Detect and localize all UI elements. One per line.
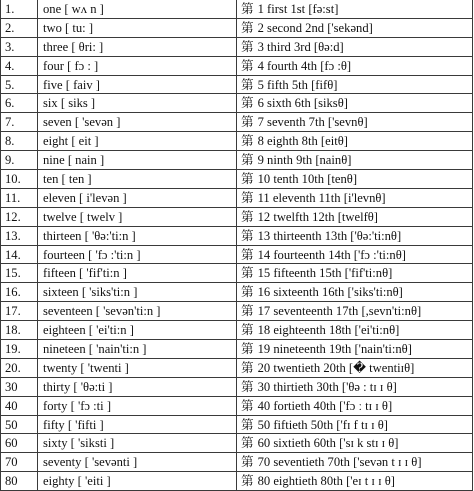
row-number-cell: 10. [1,170,38,189]
ordinal-text: 80 eightieth 80th ['eɪ t ɪ ɪ θ] [257,474,395,489]
table-row [1,340,473,359]
ordinal-cell [237,358,473,377]
ordinal-text: 10 tenth 10th [tenθ] [257,171,358,186]
row-number-cell: 6. [1,94,38,113]
row-number-cell: 14. [1,245,38,264]
ordinal-text: 50 fiftieth 50th ['fɪ f tɪ ɪ θ] [257,417,388,432]
ordinal-prefix: 第 [241,39,254,54]
table-row [1,0,473,18]
ordinal-prefix: 第 [241,360,254,375]
ordinal-cell [237,132,473,151]
ordinal-prefix: 第 [241,398,254,413]
cardinal-cell: seven [ 'sevən ] [38,113,237,132]
ordinal-text: 16 sixteenth 16th ['siks'ti:nθ] [257,285,403,300]
ordinal-prefix: 第 [241,209,254,224]
table-row [1,170,473,189]
ordinal-cell [237,151,473,170]
ordinal-text: 6 sixth 6th [siksθ] [257,96,348,111]
table-row [1,264,473,283]
ordinal-cell [237,245,473,264]
table-row [1,396,473,415]
ordinal-cell [237,188,473,207]
cardinal-cell: eleven [ i'levən ] [38,188,237,207]
row-number-cell: 1. [1,0,38,18]
ordinal-text: 7 seventh 7th ['sevnθ] [257,115,368,130]
ordinal-cell [237,94,473,113]
table-row [1,132,473,151]
ordinal-prefix: 第 [241,285,254,300]
table-row [1,434,473,453]
table-row [1,321,473,340]
ordinal-prefix: 第 [241,436,254,451]
cardinal-cell: nine [ nain ] [38,151,237,170]
row-number-cell: 9. [1,151,38,170]
row-number-cell: 8. [1,132,38,151]
ordinal-cell [237,396,473,415]
row-number-cell: 80 [1,472,38,491]
ordinal-prefix: 第 [241,1,254,16]
ordinal-text: 3 third 3rd [θə:d] [257,39,344,54]
ordinal-cell [237,226,473,245]
ordinal-cell [237,0,473,18]
cardinal-cell: sixty [ 'siksti ] [38,434,237,453]
ordinal-prefix: 第 [241,171,254,186]
ordinal-text: 70 seventieth 70th ['sevən t ɪ ɪ θ] [257,455,422,470]
table-row [1,245,473,264]
ordinal-cell [237,75,473,94]
ordinal-prefix: 第 [241,266,254,281]
row-number-cell: 15. [1,264,38,283]
ordinal-cell [237,472,473,491]
row-number-cell: 18. [1,321,38,340]
ordinal-cell [237,340,473,359]
ordinal-prefix: 第 [241,323,254,338]
row-number-cell: 7. [1,113,38,132]
table-row [1,226,473,245]
ordinal-prefix: 第 [241,115,254,130]
row-number-cell: 4. [1,56,38,75]
ordinal-text: 9 ninth 9th [nainθ] [257,153,352,168]
cardinal-cell: twenty [ 'twenti ] [38,358,237,377]
ordinal-prefix: 第 [241,228,254,243]
ordinal-prefix: 第 [241,58,254,73]
table-row [1,302,473,321]
cardinal-cell: fifty [ 'fifti ] [38,415,237,434]
ordinal-cell [237,18,473,37]
cardinal-cell: forty [ 'fɔ :ti ] [38,396,237,415]
row-number-cell: 20. [1,358,38,377]
ordinal-prefix: 第 [241,96,254,111]
table-row [1,113,473,132]
ordinal-text: 19 nineteenth 19th ['nain'ti:nθ] [257,341,412,356]
cardinal-cell: thirty [ 'θə:ti ] [38,377,237,396]
ordinal-cell [237,321,473,340]
ordinal-prefix: 第 [241,20,254,35]
table-row [1,453,473,472]
ordinal-cell [237,302,473,321]
row-number-cell: 2. [1,18,38,37]
ordinal-text: 5 fifth 5th [fifθ] [257,77,338,92]
ordinal-prefix: 第 [241,417,254,432]
cardinal-cell: thirteen [ 'θə:'ti:n ] [38,226,237,245]
row-number-cell: 40 [1,396,38,415]
cardinal-cell: two [ tu: ] [38,18,237,37]
table-row [1,415,473,434]
cardinal-cell: nineteen [ 'nain'ti:n ] [38,340,237,359]
row-number-cell: 60 [1,434,38,453]
ordinal-text: 18 eighteenth 18th ['ei'ti:nθ] [257,323,400,338]
cardinal-cell: seventy [ 'sevənti ] [38,453,237,472]
row-number-cell: 50 [1,415,38,434]
cardinal-cell: twelve [ twelv ] [38,207,237,226]
ordinal-text: 60 sixtieth 60th ['sɪ k stɪ ɪ θ] [257,436,399,451]
ordinal-text: 2 second 2nd ['sekənd] [257,20,373,35]
ordinal-prefix: 第 [241,247,254,262]
ordinal-text: 20 twentieth 20th [� twentiɪθ] [257,360,415,375]
ordinal-text: 17 seventeenth 17th [,sevn'ti:nθ] [257,304,422,319]
ordinal-cell [237,170,473,189]
ordinal-prefix: 第 [241,455,254,470]
ordinal-prefix: 第 [241,341,254,356]
row-number-cell: 13. [1,226,38,245]
ordinal-text: 4 fourth 4th [fɔ :θ] [257,58,352,73]
ordinal-cell [237,453,473,472]
table-row [1,94,473,113]
ordinal-cell [237,377,473,396]
table-row [1,472,473,491]
cardinal-cell: three [ θri: ] [38,37,237,56]
numbers-table-body [1,0,473,491]
table-row [1,283,473,302]
table-row [1,377,473,396]
cardinal-cell: fourteen [ 'fɔ :'ti:n ] [38,245,237,264]
cardinal-cell: fifteen [ 'fif'ti:n ] [38,264,237,283]
ordinal-cell [237,415,473,434]
row-number-cell: 70 [1,453,38,472]
ordinal-text: 30 thirtieth 30th ['θə : tɪ ɪ θ] [257,379,397,394]
ordinal-prefix: 第 [241,379,254,394]
table-row [1,56,473,75]
ordinal-text: 1 first 1st [fə:st] [257,1,339,16]
table-row [1,207,473,226]
row-number-cell: 11. [1,188,38,207]
ordinal-text: 15 fifteenth 15th ['fif'ti:nθ] [257,266,393,281]
row-number-cell: 17. [1,302,38,321]
row-number-cell: 16. [1,283,38,302]
row-number-cell: 30 [1,377,38,396]
ordinal-cell [237,283,473,302]
ordinal-cell [237,113,473,132]
row-number-cell: 3. [1,37,38,56]
table-row [1,358,473,377]
ordinal-prefix: 第 [241,190,254,205]
cardinal-cell: ten [ ten ] [38,170,237,189]
cardinal-cell: one [ wʌ n ] [38,0,237,18]
cardinal-cell: six [ siks ] [38,94,237,113]
table-row [1,151,473,170]
ordinal-text: 8 eighth 8th [eitθ] [257,134,348,149]
ordinal-prefix: 第 [241,134,254,149]
ordinal-cell [237,37,473,56]
ordinal-cell [237,264,473,283]
cardinal-cell: eight [ eit ] [38,132,237,151]
ordinal-prefix: 第 [241,77,254,92]
ordinal-cell [237,56,473,75]
cardinal-cell: eighteen [ 'ei'ti:n ] [38,321,237,340]
row-number-cell: 12. [1,207,38,226]
ordinal-text: 14 fourteenth 14th ['fɔ :'ti:nθ] [257,247,406,262]
cardinal-cell: sixteen [ 'siks'ti:n ] [38,283,237,302]
cardinal-cell: four [ fɔ : ] [38,56,237,75]
ordinal-prefix: 第 [241,153,254,168]
ordinal-cell [237,207,473,226]
ordinal-prefix: 第 [241,474,254,489]
table-row [1,188,473,207]
ordinal-text: 12 twelfth 12th [twelfθ] [257,209,378,224]
ordinal-cell [237,434,473,453]
table-row [1,37,473,56]
cardinal-cell: eighty [ 'eiti ] [38,472,237,491]
cardinal-cell: seventeen [ 'sevən'ti:n ] [38,302,237,321]
ordinal-prefix: 第 [241,304,254,319]
row-number-cell: 5. [1,75,38,94]
ordinal-text: 11 eleventh 11th [i'levnθ] [257,190,386,205]
ordinal-text: 40 fortieth 40th ['fɔ ː tɪ ɪ θ] [257,398,393,413]
table-row [1,18,473,37]
row-number-cell: 19. [1,340,38,359]
ordinal-text: 13 thirteenth 13th ['θə:'ti:nθ] [257,228,402,243]
table-row [1,75,473,94]
cardinal-cell: five [ faiv ] [38,75,237,94]
